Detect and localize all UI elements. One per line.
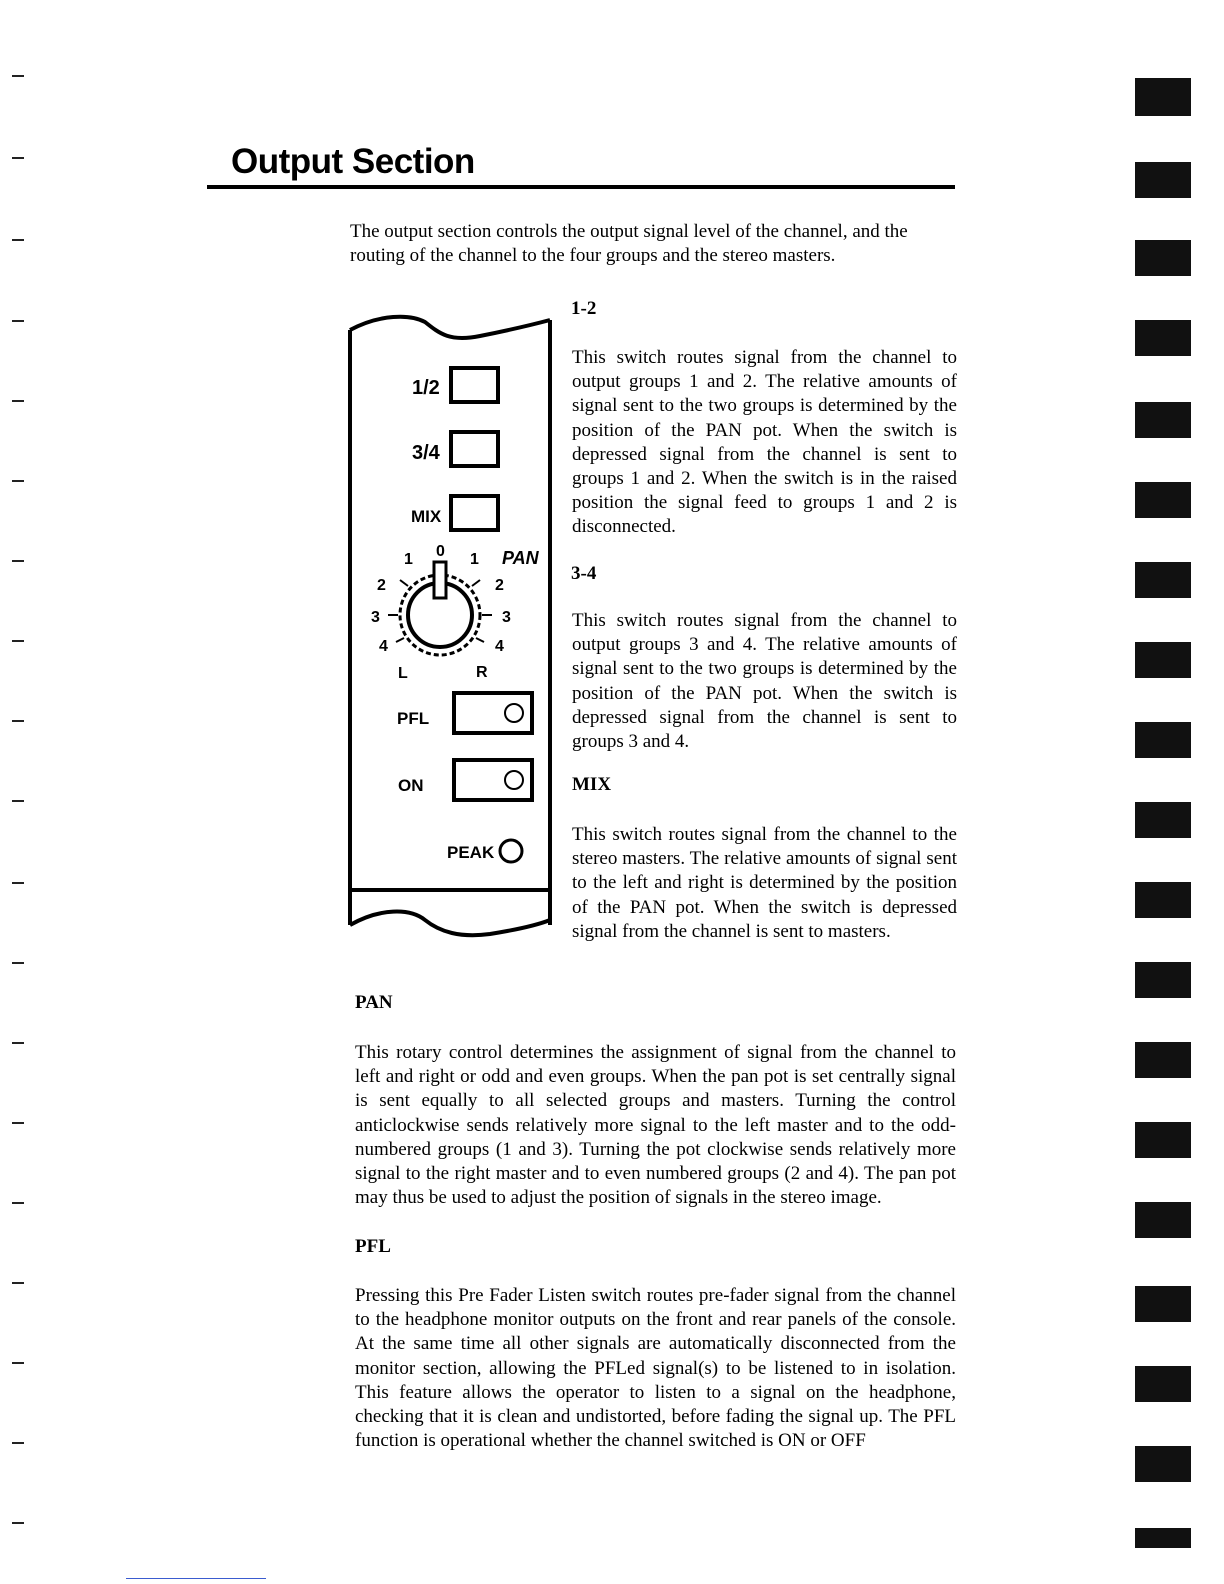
section-body-3-4: This switch routes signal from the channel to output groups 3 and 4. The relative amounts of signal sent to the two groups is determined by the position of the PAN pot. When the switch is depressed signal from the channel is sent to groups 3 and 4. [572, 610, 957, 753]
index-tab [1135, 1446, 1191, 1482]
index-tab [1135, 642, 1191, 678]
index-tab [1135, 1202, 1191, 1238]
pan-scale-2-left: 2 [377, 577, 386, 594]
section-heading-3-4: 3-4 [571, 563, 597, 584]
margin-mark [12, 800, 24, 802]
margin-mark [12, 882, 24, 884]
switch-mix-button [451, 496, 498, 530]
index-tab [1135, 722, 1191, 758]
index-tab [1135, 1366, 1191, 1402]
section-body-pfl: Pressing this Pre Fader Listen switch routes pre-fader signal from the channel to the headphone monitor outputs on the front and rear panels of the console. At the same time all other signals are automatically disconnected from the monitor section, allowing the PFLed signal(s) to be listened to in isolation. This feature allows the operator to listen to a signal on the headphone, checking that it is clean and undistorted, before fading the signal up. The PFL function is operational whether the channel switched is ON or OFF [355, 1285, 956, 1452]
channel-strip-svg [340, 310, 560, 945]
on-label: ON [398, 776, 424, 795]
channel-strip-diagram [340, 310, 560, 945]
margin-mark [12, 720, 24, 722]
pan-scale-3-left: 3 [371, 609, 380, 626]
pan-knob [388, 562, 492, 655]
margin-mark [12, 75, 24, 77]
margin-mark [12, 640, 24, 642]
index-tab [1135, 1122, 1191, 1158]
bottom-rule [126, 1578, 266, 1579]
pan-scale-1-right: 1 [470, 551, 479, 568]
peak-led-icon [500, 840, 522, 862]
pan-scale-4-right: 4 [495, 638, 504, 655]
margin-mark [12, 1522, 24, 1524]
pan-scale-left: L [398, 665, 408, 682]
margin-mark [12, 1282, 24, 1284]
index-tab [1135, 482, 1191, 518]
index-tab [1135, 882, 1191, 918]
section-heading-pfl: PFL [355, 1236, 391, 1257]
pan-label: PAN [502, 548, 539, 568]
margin-mark [12, 400, 24, 402]
index-tab [1135, 320, 1191, 356]
index-tab [1135, 802, 1191, 838]
margin-mark [12, 1122, 24, 1124]
section-heading-mix: MIX [572, 774, 612, 795]
margin-mark [12, 480, 24, 482]
pan-scale-right: R [476, 664, 488, 681]
switch-1-2-label: 1/2 [412, 377, 440, 399]
index-tab [1135, 1286, 1191, 1322]
switch-3-4-button [451, 432, 498, 466]
margin-mark [12, 1042, 24, 1044]
peak-label: PEAK [447, 843, 495, 862]
index-tab [1135, 1528, 1191, 1548]
pfl-button [454, 693, 532, 733]
pan-scale-4-left: 4 [379, 638, 388, 655]
section-body-1-2: This switch routes signal from the channel to output groups 1 and 2. The relative amounts of signal sent to the two groups is determined by the position of the PAN pot. When the switch is depressed signal from the channel is sent to groups 1 and 2. When the switch is in the raised position the signal feed to groups 1 and 2 is disconnected. [572, 347, 957, 538]
section-body-pan: This rotary control determines the assignment of signal from the channel to left and right or odd and even groups. When the pan pot is set centrally signal is sent equally to all selected groups and masters. Turning the control anticlockwise sends relatively more signal to the left master and to the odd-numbered groups (1 and 3). Turning the pot clockwise sends relatively more signal to the right master and to even numbered groups (2 and 4). The pan pot may thus be used to adjust the position of signals in the stereo image. [355, 1042, 956, 1209]
index-tab [1135, 962, 1191, 998]
margin-mark [12, 962, 24, 964]
intro-paragraph: The output section controls the output signal level of the channel, and the routing of the channel to the four groups and the stereo masters. [350, 221, 908, 266]
section-heading-pan: PAN [355, 992, 393, 1013]
margin-mark [12, 1202, 24, 1204]
margin-mark [12, 1442, 24, 1444]
switch-3-4-label: 3/4 [412, 442, 440, 464]
on-button [454, 760, 532, 800]
switch-1-2-button [451, 368, 498, 402]
section-heading-1-2: 1-2 [571, 298, 597, 319]
margin-mark [12, 157, 24, 159]
index-tab [1135, 240, 1191, 276]
pan-scale-2-right: 2 [495, 577, 504, 594]
switch-mix-label: MIX [411, 507, 442, 526]
margin-mark [12, 1362, 24, 1364]
pan-scale-1-left: 1 [404, 551, 413, 568]
pan-scale-0: 0 [436, 543, 445, 560]
panel-top-edge [350, 317, 550, 338]
index-tab [1135, 162, 1191, 198]
page-title: Output Section [231, 142, 475, 181]
title-rule [207, 185, 955, 189]
index-tab [1135, 402, 1191, 438]
index-tab [1135, 562, 1191, 598]
panel-bottom-edge [350, 912, 550, 936]
pfl-label: PFL [397, 709, 430, 728]
section-body-mix: This switch routes signal from the channel to the stereo masters. The relative amounts of signal sent to the left and right is determined by the position of the PAN pot. When the switch is depressed signal from the channel is sent to masters. [572, 824, 957, 942]
pan-scale-3-right: 3 [502, 609, 511, 626]
index-tab [1135, 1042, 1191, 1078]
margin-mark [12, 320, 24, 322]
margin-mark [12, 239, 24, 241]
index-tab [1135, 78, 1191, 116]
margin-mark [12, 560, 24, 562]
